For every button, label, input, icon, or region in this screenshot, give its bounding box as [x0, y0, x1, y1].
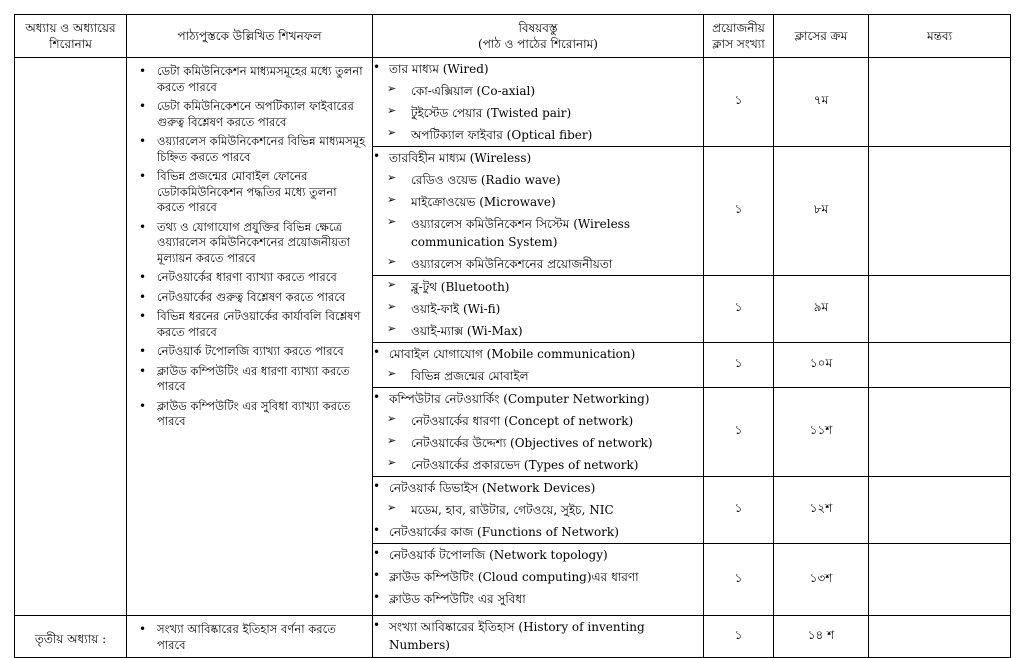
- lesson-topic: • নেটওয়ার্ক টপোলজি (Network topology): [373, 544, 703, 566]
- header-content: বিষয়বস্তু (পাঠ ও পাঠের শিরোনাম): [373, 15, 704, 58]
- outcome-item: • বিভিন্ন ধরনের নেটওয়ার্কের কার্যাবলি বিশ্লেষণ করতে পারবে: [137, 309, 366, 340]
- chapter-cell: [15, 58, 127, 616]
- class-order-cell: ১১শ: [774, 388, 869, 477]
- lesson-topic: • ক্লাউড কম্পিউটিং এর সুবিধা: [373, 588, 703, 610]
- lesson-subtopic: ➢ ব্লু-টুথ (Bluetooth): [373, 276, 703, 298]
- header-class-order: ক্লাসের ক্রম: [774, 15, 869, 58]
- class-order-cell: ৯ম: [774, 276, 869, 343]
- class-count-cell: ১: [704, 276, 774, 343]
- outcomes-list: [127, 58, 372, 430]
- table-row: [15, 58, 1011, 147]
- class-order-cell: ১৩শ: [774, 544, 869, 616]
- outcome-item: • বিভিন্ন প্রজন্মের মোবাইল ফোনের ডেটাকমিউনিকেশন পদ্ধতির মধ্যে তুলনা করতে পারবে: [137, 169, 366, 216]
- lesson-topic: • কম্পিউটার নেটওয়ার্কিং (Computer Networking): [373, 388, 703, 410]
- remarks-cell: [869, 616, 1011, 658]
- lesson-topic: • নেটওয়ার্কের কাজ (Functions of Network): [373, 521, 703, 543]
- content-cell: [373, 477, 704, 544]
- class-order-cell: ১৪ শ: [774, 616, 869, 658]
- class-order-cell: ৮ম: [774, 147, 869, 276]
- content-cell: [373, 147, 704, 276]
- class-count-cell: ১: [704, 616, 774, 658]
- class-count-cell: ১: [704, 477, 774, 544]
- class-count-cell: ১: [704, 388, 774, 477]
- lesson-topic: • মোবাইল যোগাযোগ (Mobile communication): [373, 343, 703, 365]
- content-cell: [373, 616, 704, 658]
- header-row: [15, 15, 1011, 58]
- remarks-cell: [869, 477, 1011, 544]
- lesson-subtopic: ➢ ওয়াই-ফাই (Wi-fi): [373, 298, 703, 320]
- outcome-item: • ওয়্যারলেস কমিউনিকেশনের বিভিন্ন মাধ্যমসমূহ চিহ্নিত করতে পারবে: [137, 134, 366, 165]
- class-count-cell: ১: [704, 147, 774, 276]
- content-cell: [373, 544, 704, 616]
- outcome-item: • তথ্য ও যোগাযোগ প্রযুক্তির বিভিন্ন ক্ষেত্রে ওয়্যারলেস কমিউনিকেশনের প্রয়োজনীয়তা মূল্যায়ন করতে পারবে: [137, 220, 366, 267]
- lesson-subtopic: ➢ ওয়্যারলেস কমিউনিকেশনের প্রয়োজনীয়তা: [373, 253, 703, 275]
- lesson-subtopic: ➢ কো-এক্সিয়াল (Co-axial): [373, 80, 703, 102]
- lesson-subtopic: ➢ ওয়্যারলেস কমিউনিকেশন সিস্টেম (Wireless communication System): [373, 213, 703, 253]
- lesson-topic: • তার মাধ্যম (Wired): [373, 58, 703, 80]
- lesson-subtopic: ➢ বিভিন্ন প্রজন্মের মোবাইল: [373, 365, 703, 387]
- outcome-item: • নেটওয়ার্কের গুরুত্ব বিশ্লেষণ করতে পারবে: [137, 290, 366, 306]
- lesson-topic: • ক্লাউড কম্পিউটিং (Cloud computing)এর ধারণা: [373, 566, 703, 588]
- remarks-cell: [869, 58, 1011, 147]
- class-count-cell: ১: [704, 58, 774, 147]
- outcome-item: • ক্লাউড কম্পিউটিং এর ধারণা ব্যাখ্যা করতে পারবে: [137, 364, 366, 395]
- header-chapter: অধ্যায় ও অধ্যায়ের শিরোনাম: [15, 15, 127, 58]
- lesson-subtopic: ➢ মডেম, হাব, রাউটার, গেটওয়ে, সুইচ, NIC: [373, 499, 703, 521]
- lesson-subtopic: ➢ নেটওয়ার্কের উদ্দেশ্য (Objectives of network): [373, 432, 703, 454]
- remarks-cell: [869, 343, 1011, 388]
- remarks-cell: [869, 147, 1011, 276]
- lesson-topic: • নেটওয়ার্ক ডিভাইস (Network Devices): [373, 477, 703, 499]
- lesson-topic: • তারবিহীন মাধ্যম (Wireless): [373, 147, 703, 169]
- outcome-item: • নেটওয়ার্ক টপোলজি ব্যাখ্যা করতে পারবে: [137, 344, 366, 360]
- lesson-topic: • সংখ্যা আবিষ্কারের ইতিহাস (History of inventing Numbers): [373, 616, 703, 656]
- class-count-cell: ১: [704, 544, 774, 616]
- lesson-plan-table: [14, 14, 1011, 658]
- content-cell: [373, 388, 704, 477]
- class-order-cell: ১২শ: [774, 477, 869, 544]
- remarks-cell: [869, 544, 1011, 616]
- content-cell: [373, 58, 704, 147]
- outcome-item: • নেটওয়ার্কের ধারণা ব্যাখ্যা করতে পারবে: [137, 270, 366, 286]
- content-cell: [373, 276, 704, 343]
- content-cell: [373, 343, 704, 388]
- remarks-cell: [869, 388, 1011, 477]
- lesson-subtopic: ➢ রেডিও ওয়েভ (Radio wave): [373, 169, 703, 191]
- lesson-subtopic: ➢ ওয়াই-ম্যাক্স (Wi-Max): [373, 320, 703, 342]
- table-row: [15, 616, 1011, 658]
- chapter-cell: [15, 616, 127, 658]
- header-class-count: প্রয়োজনীয় ক্লাস সংখ্যা: [704, 15, 774, 58]
- outcomes-cell: [127, 616, 373, 658]
- outcome-item: • ক্লাউড কম্পিউটিং এর সুবিধা ব্যাখ্যা করতে পারবে: [137, 399, 366, 430]
- lesson-subtopic: ➢ নেটওয়ার্কের ধারণা (Concept of network): [373, 410, 703, 432]
- header-outcomes: পাঠ্যপুস্তকে উল্লিখিত শিখনফল: [127, 15, 373, 58]
- header-remarks: মন্তব্য: [869, 15, 1011, 58]
- class-order-cell: ১০ম: [774, 343, 869, 388]
- lesson-subtopic: ➢ অপটিক্যাল ফাইবার (Optical fiber): [373, 124, 703, 146]
- lesson-subtopic: ➢ টুইস্টেড পেয়ার (Twisted pair): [373, 102, 703, 124]
- lesson-subtopic: ➢ নেটওয়ার্কের প্রকারভেদ (Types of network): [373, 454, 703, 476]
- outcome-item: • ডেটা কমিউনিকেশন মাধ্যমসমূহের মধ্যে তুলনা করতে পারবে: [137, 64, 366, 95]
- outcome-item: • সংখ্যা আবিষ্কারের ইতিহাস বর্ণনা করতে পারবে: [137, 622, 366, 653]
- remarks-cell: [869, 276, 1011, 343]
- chapter-title: তৃতীয় অধ্যায় :: [34, 632, 107, 646]
- class-order-cell: ৭ম: [774, 58, 869, 147]
- outcomes-list: [127, 616, 372, 653]
- outcomes-cell: [127, 58, 373, 616]
- class-count-cell: ১: [704, 343, 774, 388]
- lesson-subtopic: ➢ মাইক্রোওয়েভ (Microwave): [373, 191, 703, 213]
- outcome-item: • ডেটা কমিউনিকেশনে অপটিক্যাল ফাইবারের গুরুত্ব বিশ্লেষণ করতে পারবে: [137, 99, 366, 130]
